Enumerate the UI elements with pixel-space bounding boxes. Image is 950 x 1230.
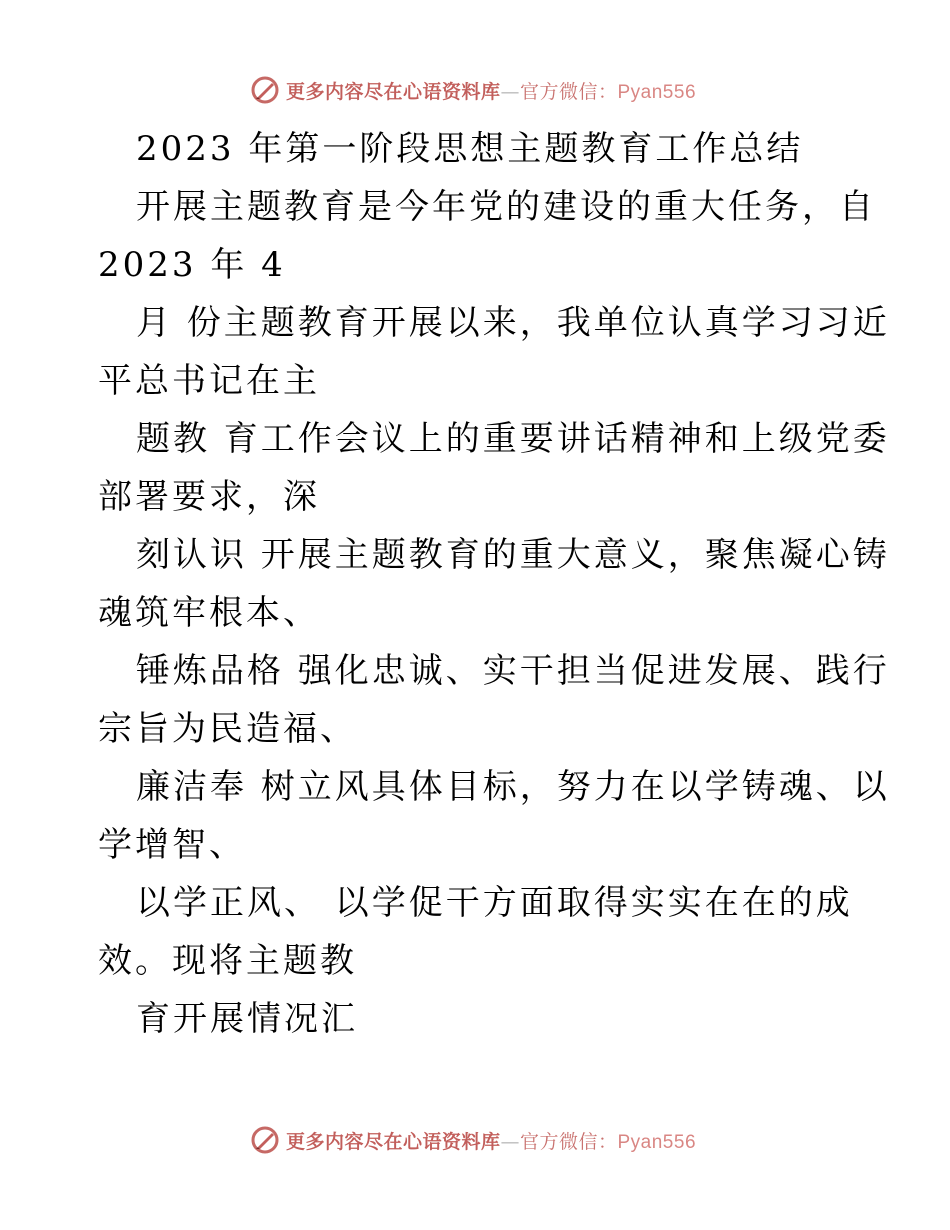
text-line: 效。现将主题教 [98, 941, 357, 981]
text-line: 宗旨为民造福、 [98, 709, 357, 749]
footer-watermark [0, 1122, 950, 1158]
watermark-brand: 更多内容尽在心语资料库 [285, 1130, 501, 1153]
watermark-separator: — [500, 80, 520, 103]
text-line: 育开展情况汇 [136, 999, 358, 1039]
text-line: 学增智、 [98, 825, 246, 865]
text-line: 开展主题教育是今年党的建设的重大任务，自 [136, 187, 876, 227]
watermark-brand: 更多内容尽在心语资料库 [285, 80, 501, 103]
text-line: 刻认识 开展主题教育的重大意义，聚焦凝心铸 [136, 535, 890, 575]
document-title: 2023 年第一阶段思想主题教育工作总结 [136, 129, 804, 169]
watermark-separator: — [500, 1130, 520, 1153]
text-line: 月 份主题教育开展以来，我单位认真学习习近 [136, 303, 890, 343]
text-line: 2023 年 4 [98, 245, 286, 285]
text-line: 题教 育工作会议上的重要讲话精神和上级党委 [136, 419, 890, 459]
watermark-wechat-label: 官方微信： [519, 1130, 618, 1153]
text-line: 以学正风、 以学促干方面取得实实在在的成 [136, 883, 853, 923]
pen-logo-icon [250, 75, 280, 105]
header-watermark [0, 72, 950, 108]
pen-logo-icon [250, 1125, 280, 1155]
document-body [98, 120, 890, 1048]
text-line: 锤炼品格 强化忠诚、实干担当促进发展、践行 [136, 651, 890, 691]
watermark-handle: Pyan556 [617, 1131, 697, 1153]
watermark-wechat-label: 官方微信： [519, 80, 618, 103]
text-line: 部署要求，深 [98, 477, 320, 517]
text-line: 魂筑牢根本、 [98, 593, 320, 633]
watermark-handle: Pyan556 [617, 81, 697, 103]
text-line: 平总书记在主 [98, 361, 320, 401]
text-line: 廉洁奉 树立风具体目标，努力在以学铸魂、以 [136, 767, 890, 807]
